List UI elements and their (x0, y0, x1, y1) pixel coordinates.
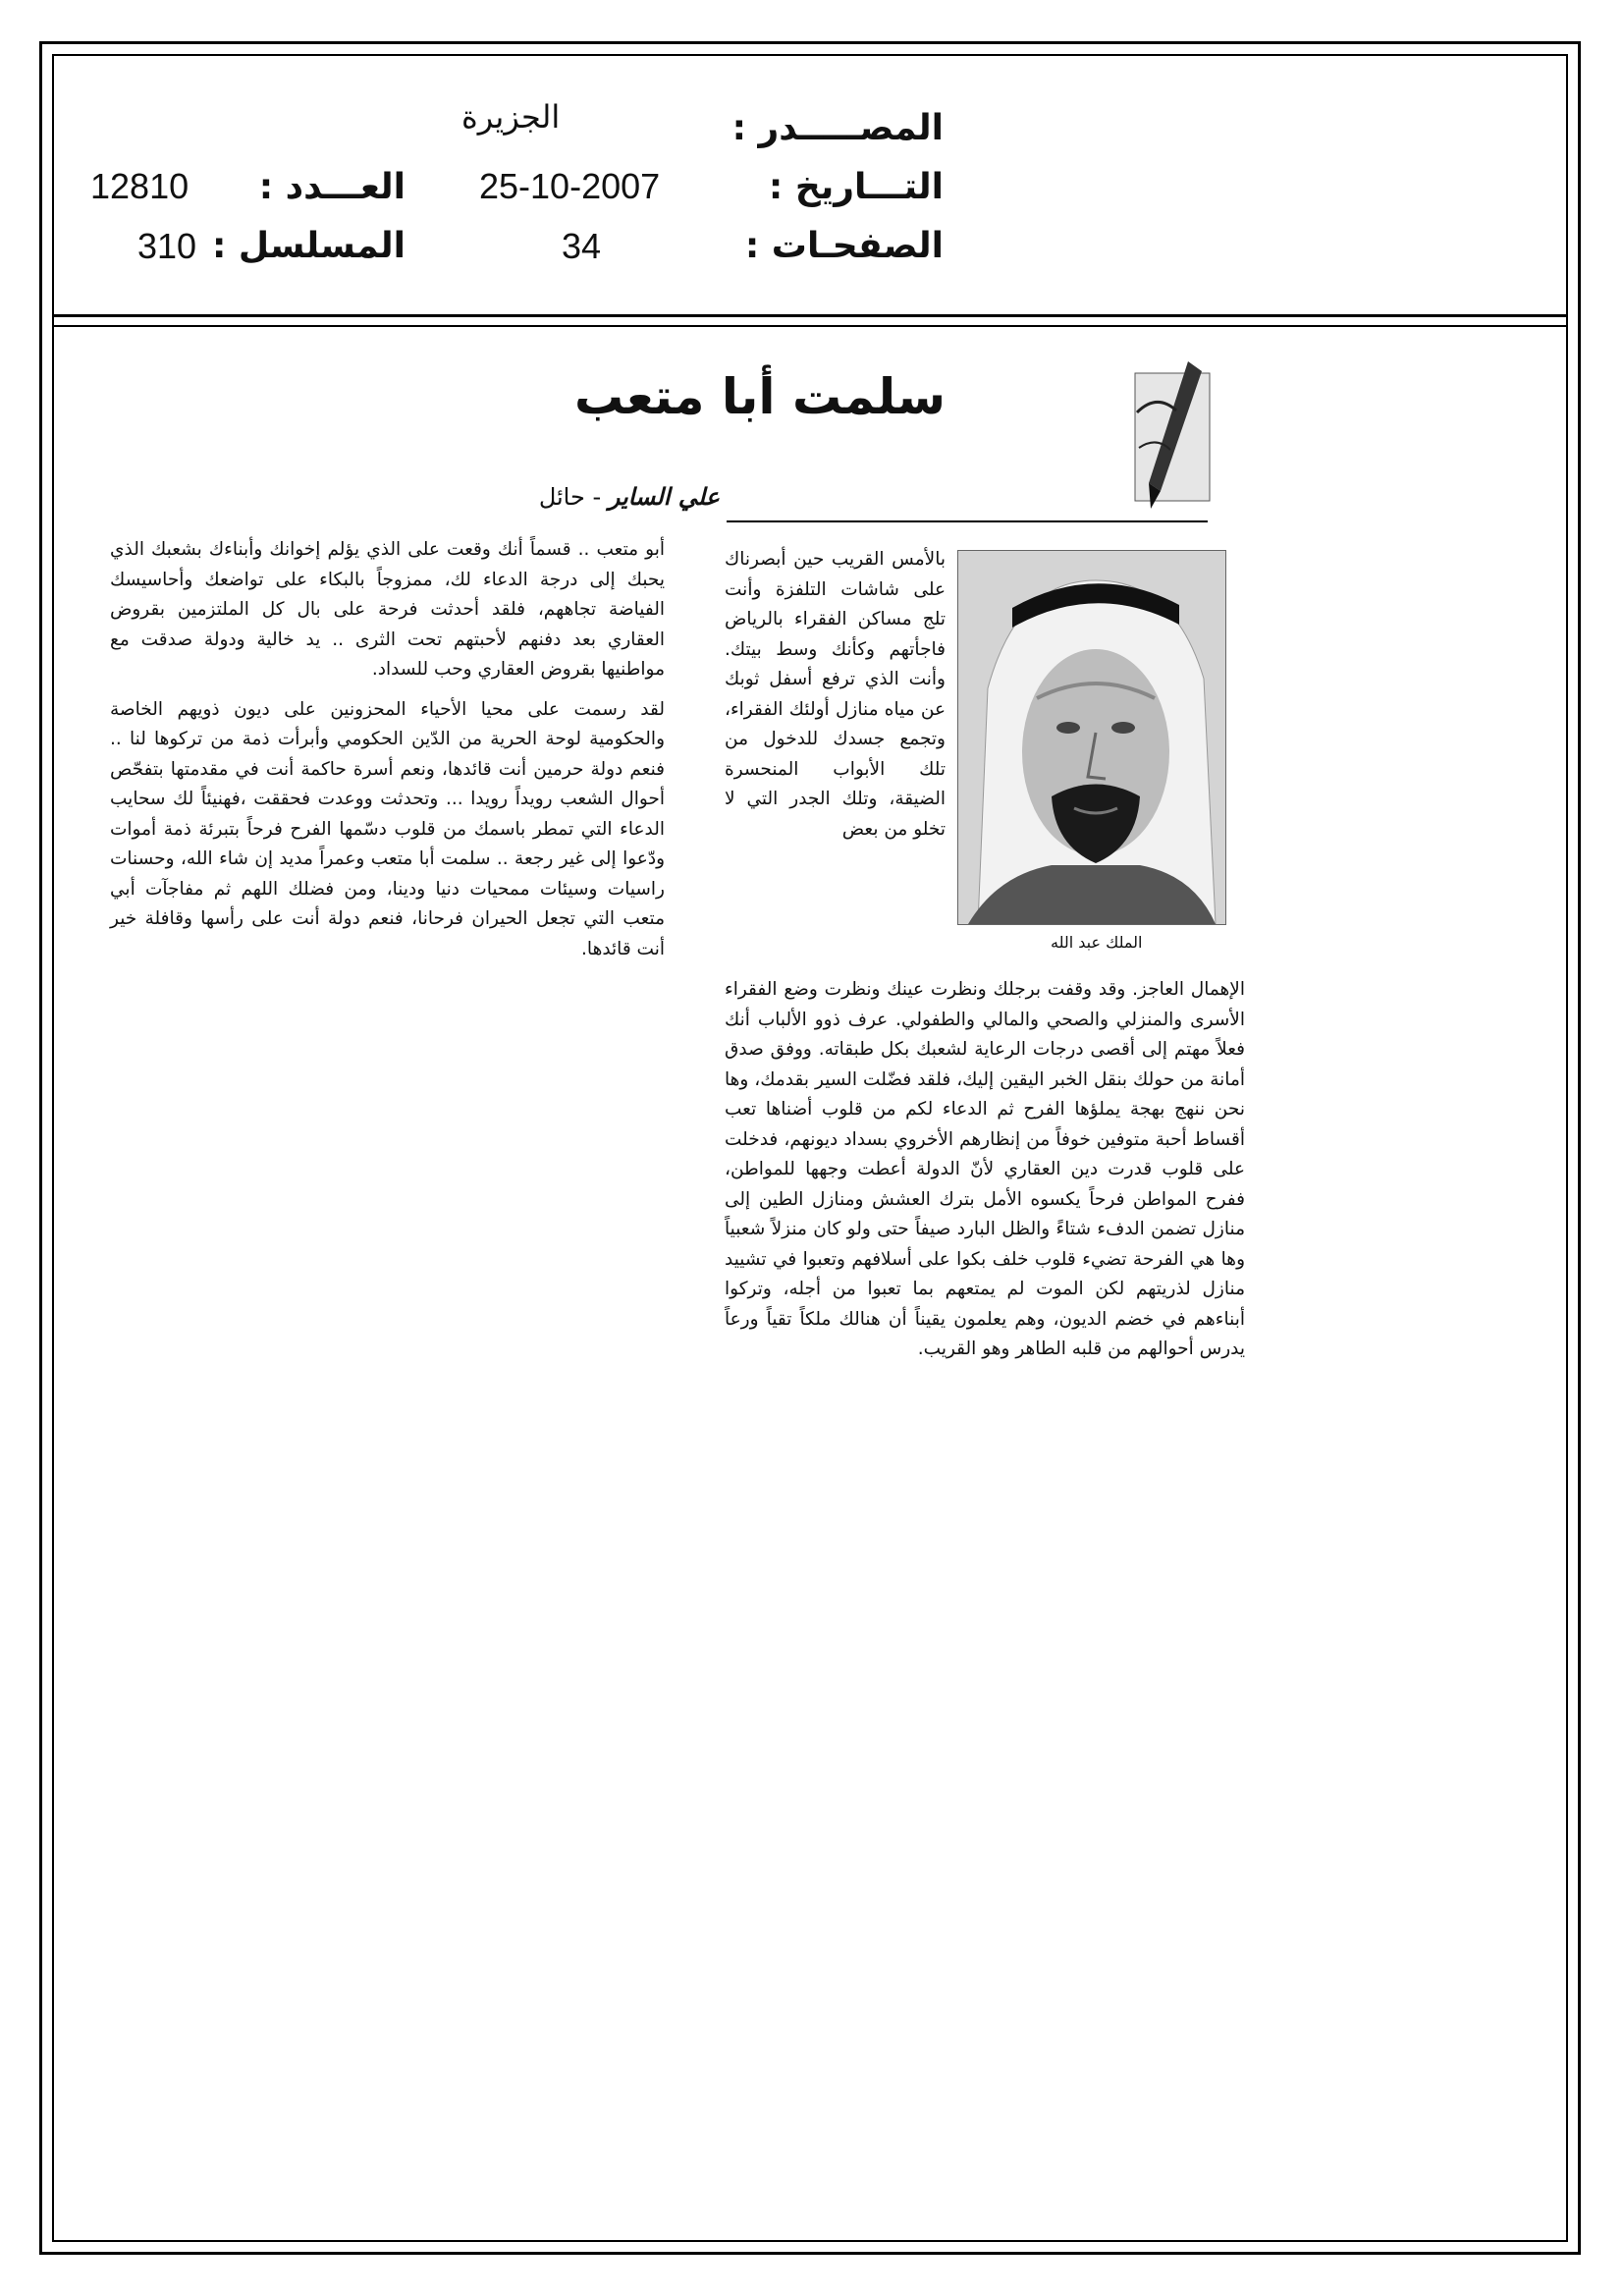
article-paragraph: لقد رسمت على محيا الأحياء المحزونين على ديون ذويهم الخاصة والحكومية لوحة الحرية من الدّين الحكومي وأبرأت ذمة من تركوها لنا .. فنعم دولة حرمين أنت قائدها، ونعم أسرة حاكمة أنت في مقدمتها بتفحّص أحوال الشعب رويداً رويدا ... وتحدثت ووعدت فحققت ،فهنيئاً لك سحايب الدعاء التي تمطر باسمك من قلوب دسّمها الفرح فرحاً بتبرئة ذمة أموات ودّعوا إلى غير رجعة .. سلمت أبا متعب وعمراً مديد إن شاء الله، وحسنات راسيات وسيئات ممحيات دنيا ودينا، ومن فضلك اللهم ثم مفاجآت أبي متعب التي تجعل الحيران فرحانا، فنعم دولة أنت على رأسها وقافلة خير أنت قائدها. (110, 698, 665, 959)
photo-caption: الملك عبد الله (1051, 933, 1143, 952)
date-label: التـــاريخ : (768, 167, 944, 207)
source-value: الجزيرة (461, 98, 561, 136)
author-location: - حائل (538, 483, 602, 511)
article-paragraph: أبو متعب .. قسماً أنك وقعت على الذي يؤلم إخوانك وأبناءك بشعبك الذي يحبك إلى درجة الدعاء لك، ممزوجاً بالبكاء على تواضعك وأحاسيسك الفياضة تجاههم، فلقد أحدثت فرحة على بال كل الملتزمين بقروض العقاري بعد دفنهم لأحبتهم تحت الثرى .. يد خالية ودولة صدقت مع مواطنيها بقروض العقاري وحب للسداد. (110, 539, 665, 680)
article-column-right-bottom (725, 975, 1245, 1375)
article-title: سلمت أبا متعب (573, 368, 946, 425)
byline (539, 483, 720, 511)
author-name: علي الساير (608, 483, 720, 511)
issue-value: 12810 (90, 166, 189, 206)
pages-value: 34 (562, 226, 602, 266)
article-column-left (110, 535, 665, 974)
source-label: المصـــــدر : (731, 108, 944, 148)
article-paragraph: بالأمس القريب حين أبصرناك على شاشات التلفزة وأنت تلج مساكن الفقراء بالرياض فاجأتهم وكأنك وسط بيتك. وأنت الذي ترفع أسفل ثوبك عن مياه منازل أولئك الفقراء، وتجمع جسدك للدخول من تلك الأبواب المنحسرة الضيقة، وتلك الجدر التي لا تخلو من بعض (725, 549, 946, 840)
pages-label: الصفحـات : (744, 226, 944, 266)
serial-label: المسلسل : (211, 226, 406, 266)
pen-icon (1127, 354, 1217, 519)
header-divider (52, 314, 1568, 317)
serial-value: 310 (137, 226, 197, 266)
article-column-right-top (725, 545, 946, 854)
header-divider-inner (52, 325, 1568, 327)
issue-label: العـــدد : (258, 167, 406, 207)
byline-divider (727, 520, 1208, 522)
article-paragraph: الإهمال العاجز. وقد وقفت برجلك ونظرت عينك ونظرت وضع الفقراء الأسرى والمنزلي والصحي والمالي والطفولي. عرف ذوو الألباب أنك فعلاً مهتم إلى أقصى درجات الرعاية لشعبك بكل طبقاته. ووفق صدق أمانة من حولك بنقل الخبر اليقين إليك، فلقد فضّلت السير بقدمك، وها نحن ننهج بهجة يملؤها الفرح ثم الدعاء لكم من قلوب أضناها تعب أقساط أحبة متوفين خوفاً من إنظارهم الأخروي بسداد ديونهم، فدخلت على قلوب قدرت دين العقاري لأنّ الدولة أعطت وجهها للمواطن، ففرح المواطن فرحاً يكسوه الأمل بترك العشش ومنازل الطين إلى منازل تضمن الدفء شتاءً والظل البارد صيفاً حتى ولو كان منزلاً شعبياً وها هي الفرحة تضيء قلوب خلف بكوا على أسلافهم وتعبوا في تشييد منازل لذريتهم لكن الموت لم يمتعهم بما تعبوا من أجله، وتركوا أبناءهم في خضم الديون، وهم يعلمون يقيناً أن هنالك ملكاً تقياً ورعاً يدرس أحوالهم من قلبه الطاهر وهو القريب. (725, 979, 1245, 1359)
portrait-photo (957, 550, 1226, 925)
date-value: 25-10-2007 (479, 166, 661, 206)
